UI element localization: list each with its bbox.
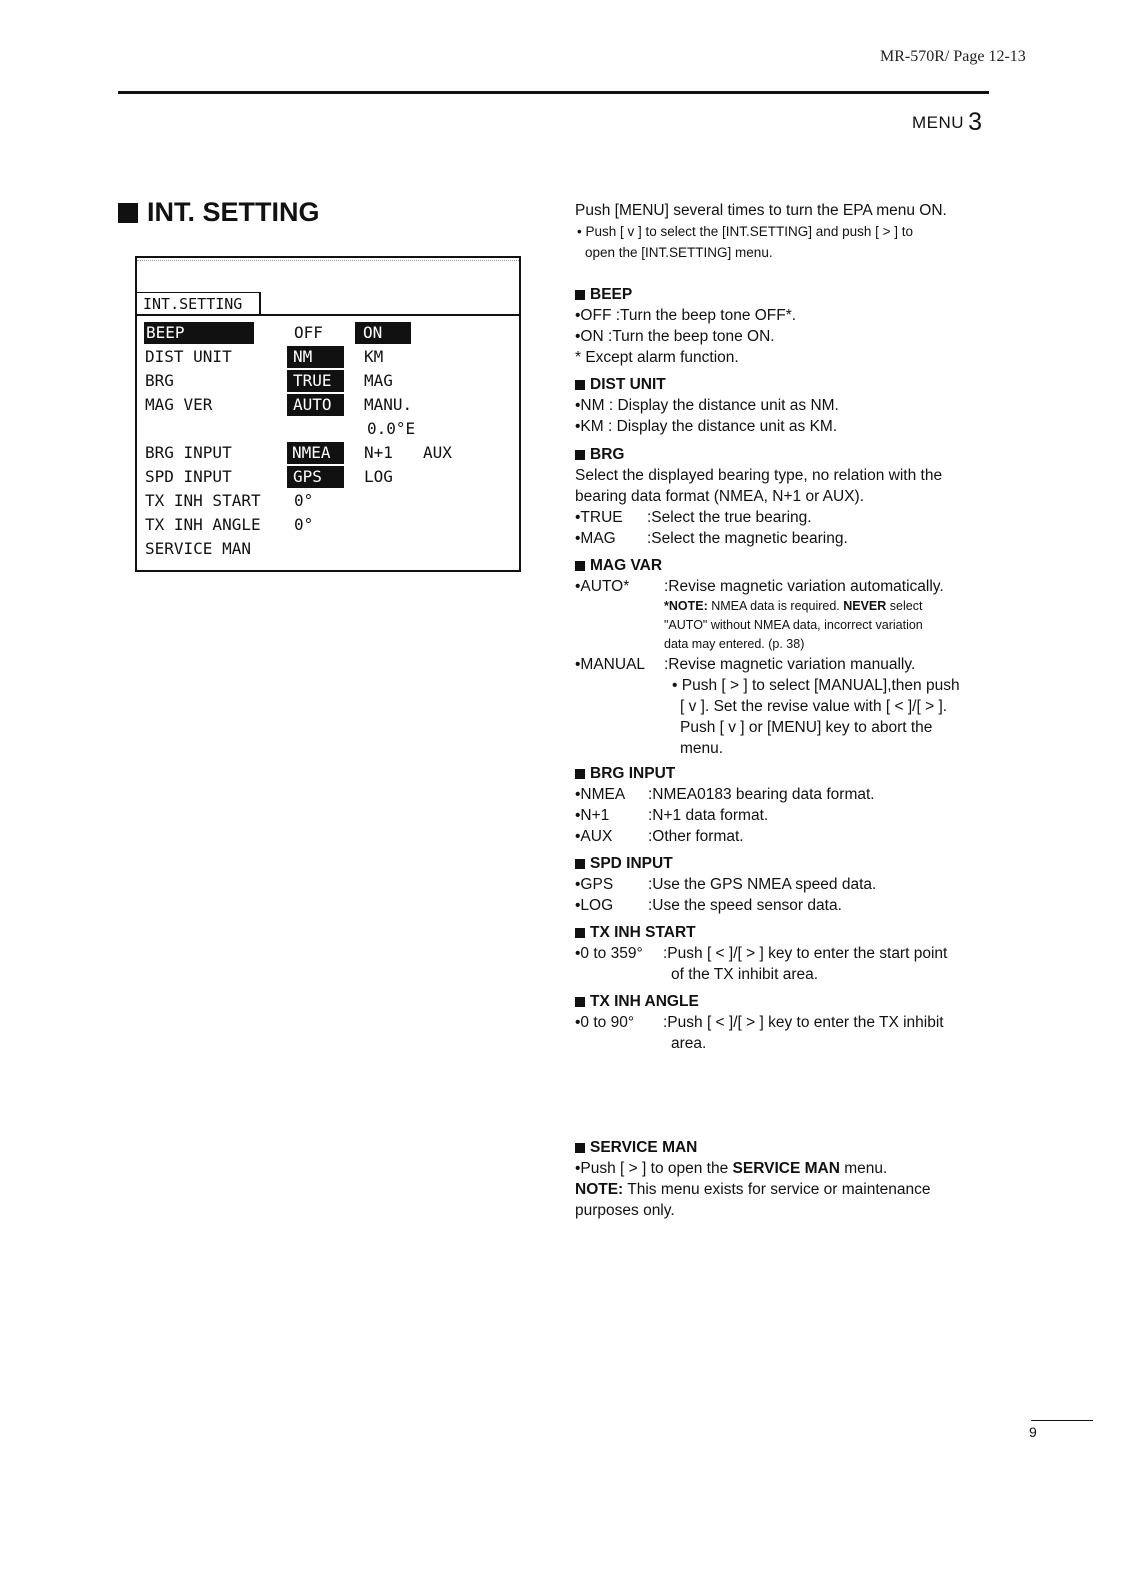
screen-option: N+1	[364, 443, 393, 462]
note-label: NOTE:	[575, 1181, 624, 1198]
screen-header-line	[261, 314, 519, 316]
note-text: NMEA data is required.	[707, 599, 844, 613]
service-man-section	[575, 1137, 987, 1221]
spd-input-key: •LOG	[575, 897, 614, 914]
mag-var-note-line: "AUTO" without NMEA data, incorrect variation	[664, 618, 923, 632]
screen-row-tx-inh-start	[137, 490, 519, 514]
note-text: This menu exists for service or maintenance	[623, 1181, 931, 1198]
screen-option-selected: AUTO	[287, 394, 344, 416]
screen-row-service-man	[137, 538, 519, 562]
spd-input-text: :Use the GPS NMEA speed data.	[648, 876, 877, 893]
screen-row-label: TX INH ANGLE	[145, 515, 261, 534]
brg-input-heading	[575, 763, 987, 784]
screen-value: 0°	[294, 491, 314, 510]
tx-inh-start-text: :Push [ < ]/[ > ] key to enter the start point	[663, 945, 948, 962]
screen-option: KM	[364, 347, 384, 366]
service-man-bold: SERVICE MAN	[732, 1160, 840, 1177]
brg-input-item	[575, 826, 987, 847]
mag-var-manual-text: :Revise magnetic variation manually.	[664, 656, 916, 673]
screen-dotted-line	[137, 260, 519, 261]
square-bullet-icon	[575, 380, 585, 390]
screen-option: MANU.	[364, 395, 413, 414]
service-man-line	[575, 1158, 987, 1179]
tx-inh-angle-key: •0 to 90°	[575, 1014, 635, 1031]
square-bullet-icon	[575, 450, 585, 460]
beep-title: BEEP	[590, 286, 633, 303]
brg-title: BRG	[590, 446, 625, 463]
footer-rule	[1031, 1420, 1093, 1421]
screen-row-label: TX INH START	[145, 491, 261, 510]
service-man-note	[575, 1179, 987, 1200]
square-bullet-icon	[575, 1143, 585, 1153]
mag-var-auto-text: :Revise magnetic variation automatically.	[664, 578, 944, 595]
menu-heading	[912, 108, 982, 137]
brg-input-item	[575, 805, 987, 826]
brg-desc: Select the displayed bearing type, no relation with the	[575, 467, 943, 484]
screen-row-label: BEEP	[144, 322, 254, 344]
screen-row-dist-unit	[137, 346, 519, 370]
spd-input-item	[575, 895, 987, 916]
header-rule	[118, 91, 989, 94]
screen-option-selected: GPS	[287, 466, 344, 488]
screen-option: OFF	[294, 323, 323, 342]
section-title	[118, 197, 320, 228]
screen-row-label: DIST UNIT	[145, 347, 232, 366]
mag-var-section	[575, 555, 987, 759]
service-man-text: •Push [ > ] to open the	[575, 1160, 733, 1177]
menu-number: 3	[968, 108, 983, 136]
screen-tab: INT.SETTING	[137, 292, 261, 316]
dist-unit-heading	[575, 374, 987, 395]
spd-input-title: SPD INPUT	[590, 855, 673, 872]
spd-input-item	[575, 874, 987, 895]
mag-var-manual-line: menu.	[680, 740, 724, 757]
brg-item-text: :Select the true bearing.	[647, 509, 812, 526]
tx-inh-start-key: •0 to 359°	[575, 945, 643, 962]
brg-input-item	[575, 784, 987, 805]
beep-line: •ON :Turn the beep tone ON.	[575, 328, 775, 345]
screen-option: AUX	[423, 443, 452, 462]
service-man-heading	[575, 1137, 987, 1158]
note-text: select	[886, 599, 923, 613]
page-reference: MR-570R/ Page 12-13	[880, 48, 1026, 65]
screen-option: MAG	[364, 371, 393, 390]
screen-option-selected: TRUE	[287, 370, 344, 392]
mag-var-manual-line: Push [ v ] or [MENU] key to abort the	[680, 719, 933, 736]
screen-row-label: SERVICE MAN	[145, 539, 251, 558]
mag-var-heading	[575, 555, 987, 576]
brg-item	[575, 528, 987, 549]
brg-input-title: BRG INPUT	[590, 765, 676, 782]
dist-unit-title: DIST UNIT	[590, 376, 666, 393]
brg-section	[575, 444, 987, 549]
brg-heading	[575, 444, 987, 465]
brg-input-text: :N+1 data format.	[648, 807, 769, 824]
beep-heading	[575, 284, 987, 305]
mag-var-manual-line: [ v ]. Set the revise value with [ < ]/[ > ].	[680, 698, 948, 715]
beep-line: * Except alarm function.	[575, 349, 739, 366]
screen-row-mag-ver	[137, 394, 519, 418]
screen-row-label: BRG INPUT	[145, 443, 232, 462]
intro-line: • Push [ v ] to select the [INT.SETTING] and push [ > ] to	[577, 224, 913, 239]
tx-inh-start-item	[575, 943, 987, 964]
mag-var-note-line: data may entered. (p. 38)	[664, 637, 805, 651]
tx-inh-start-title: TX INH START	[590, 924, 696, 941]
spd-input-text: :Use the speed sensor data.	[648, 897, 842, 914]
mag-var-auto-key: •AUTO*	[575, 578, 630, 595]
mag-var-manual-line: • Push [ > ] to select [MANUAL],then push	[672, 677, 960, 694]
square-bullet-icon	[575, 859, 585, 869]
spd-input-section	[575, 853, 987, 916]
service-man-line: purposes only.	[575, 1202, 675, 1219]
intro-block	[575, 200, 987, 263]
dist-unit-line: •NM : Display the distance unit as NM.	[575, 397, 839, 414]
brg-item-key: •MAG	[575, 530, 616, 547]
page-number: 9	[1029, 1424, 1037, 1440]
screen-value: 0.0°E	[367, 419, 416, 438]
screen-option: LOG	[364, 467, 393, 486]
screen-row-label: MAG VER	[145, 395, 213, 414]
screen-option-selected: NM	[287, 346, 344, 368]
tx-inh-start-text: of the TX inhibit area.	[671, 966, 819, 983]
screen-row-beep	[137, 322, 519, 346]
square-bullet-icon	[575, 997, 585, 1007]
brg-input-key: •AUX	[575, 828, 613, 845]
screen-row-brg	[137, 370, 519, 394]
brg-input-key: •N+1	[575, 807, 610, 824]
screen-value: 0°	[294, 515, 314, 534]
intro-line: Push [MENU] several times to turn the EPA menu ON.	[575, 202, 947, 219]
intro-line: open the [INT.SETTING] menu.	[585, 245, 773, 260]
brg-item	[575, 507, 987, 528]
tx-inh-angle-text: :Push [ < ]/[ > ] key to enter the TX inhibit	[663, 1014, 944, 1031]
mag-var-note	[664, 597, 987, 616]
service-man-title: SERVICE MAN	[590, 1139, 698, 1156]
tx-inh-angle-title: TX INH ANGLE	[590, 993, 699, 1010]
screen-row-spd-input	[137, 466, 519, 490]
screen-row-label: SPD INPUT	[145, 467, 232, 486]
brg-desc: bearing data format (NMEA, N+1 or AUX).	[575, 488, 865, 505]
dist-unit-section	[575, 374, 987, 437]
square-bullet-icon	[575, 561, 585, 571]
note-label: *NOTE:	[664, 599, 708, 613]
square-bullet-icon	[575, 928, 585, 938]
screen-row-brg-input	[137, 442, 519, 466]
spd-input-heading	[575, 853, 987, 874]
brg-input-text: :Other format.	[648, 828, 744, 845]
brg-item-text: :Select the magnetic bearing.	[647, 530, 848, 547]
tx-inh-angle-section	[575, 991, 987, 1054]
section-title-text: INT. SETTING	[147, 197, 320, 227]
square-bullet-icon	[575, 290, 585, 300]
mag-var-title: MAG VAR	[590, 557, 663, 574]
screen-row-label: BRG	[145, 371, 174, 390]
brg-item-key: •TRUE	[575, 509, 623, 526]
beep-section	[575, 284, 987, 368]
dist-unit-line: •KM : Display the distance unit as KM.	[575, 418, 838, 435]
screen-row-mag-value	[137, 418, 519, 442]
tx-inh-start-section	[575, 922, 987, 985]
tx-inh-angle-text: area.	[671, 1035, 707, 1052]
tx-inh-angle-item	[575, 1012, 987, 1033]
tx-inh-start-heading	[575, 922, 987, 943]
menu-label: MENU	[912, 113, 965, 132]
spd-input-key: •GPS	[575, 876, 614, 893]
screen-option-selected: NMEA	[287, 442, 344, 464]
screen-option-selected: ON	[355, 322, 411, 344]
brg-input-text: :NMEA0183 bearing data format.	[648, 786, 875, 803]
mag-var-manual-key: •MANUAL	[575, 656, 646, 673]
service-man-text: menu.	[839, 1160, 888, 1177]
never-label: NEVER	[843, 599, 887, 613]
beep-line: •OFF :Turn the beep tone OFF*.	[575, 307, 797, 324]
menu-screen-illustration	[135, 256, 521, 572]
square-bullet-icon	[575, 769, 585, 779]
brg-input-key: •NMEA	[575, 786, 626, 803]
mag-var-manual	[575, 654, 987, 675]
tx-inh-angle-heading	[575, 991, 987, 1012]
screen-row-tx-inh-angle	[137, 514, 519, 538]
brg-input-section	[575, 763, 987, 847]
mag-var-auto	[575, 576, 987, 597]
square-bullet-icon	[118, 203, 138, 223]
